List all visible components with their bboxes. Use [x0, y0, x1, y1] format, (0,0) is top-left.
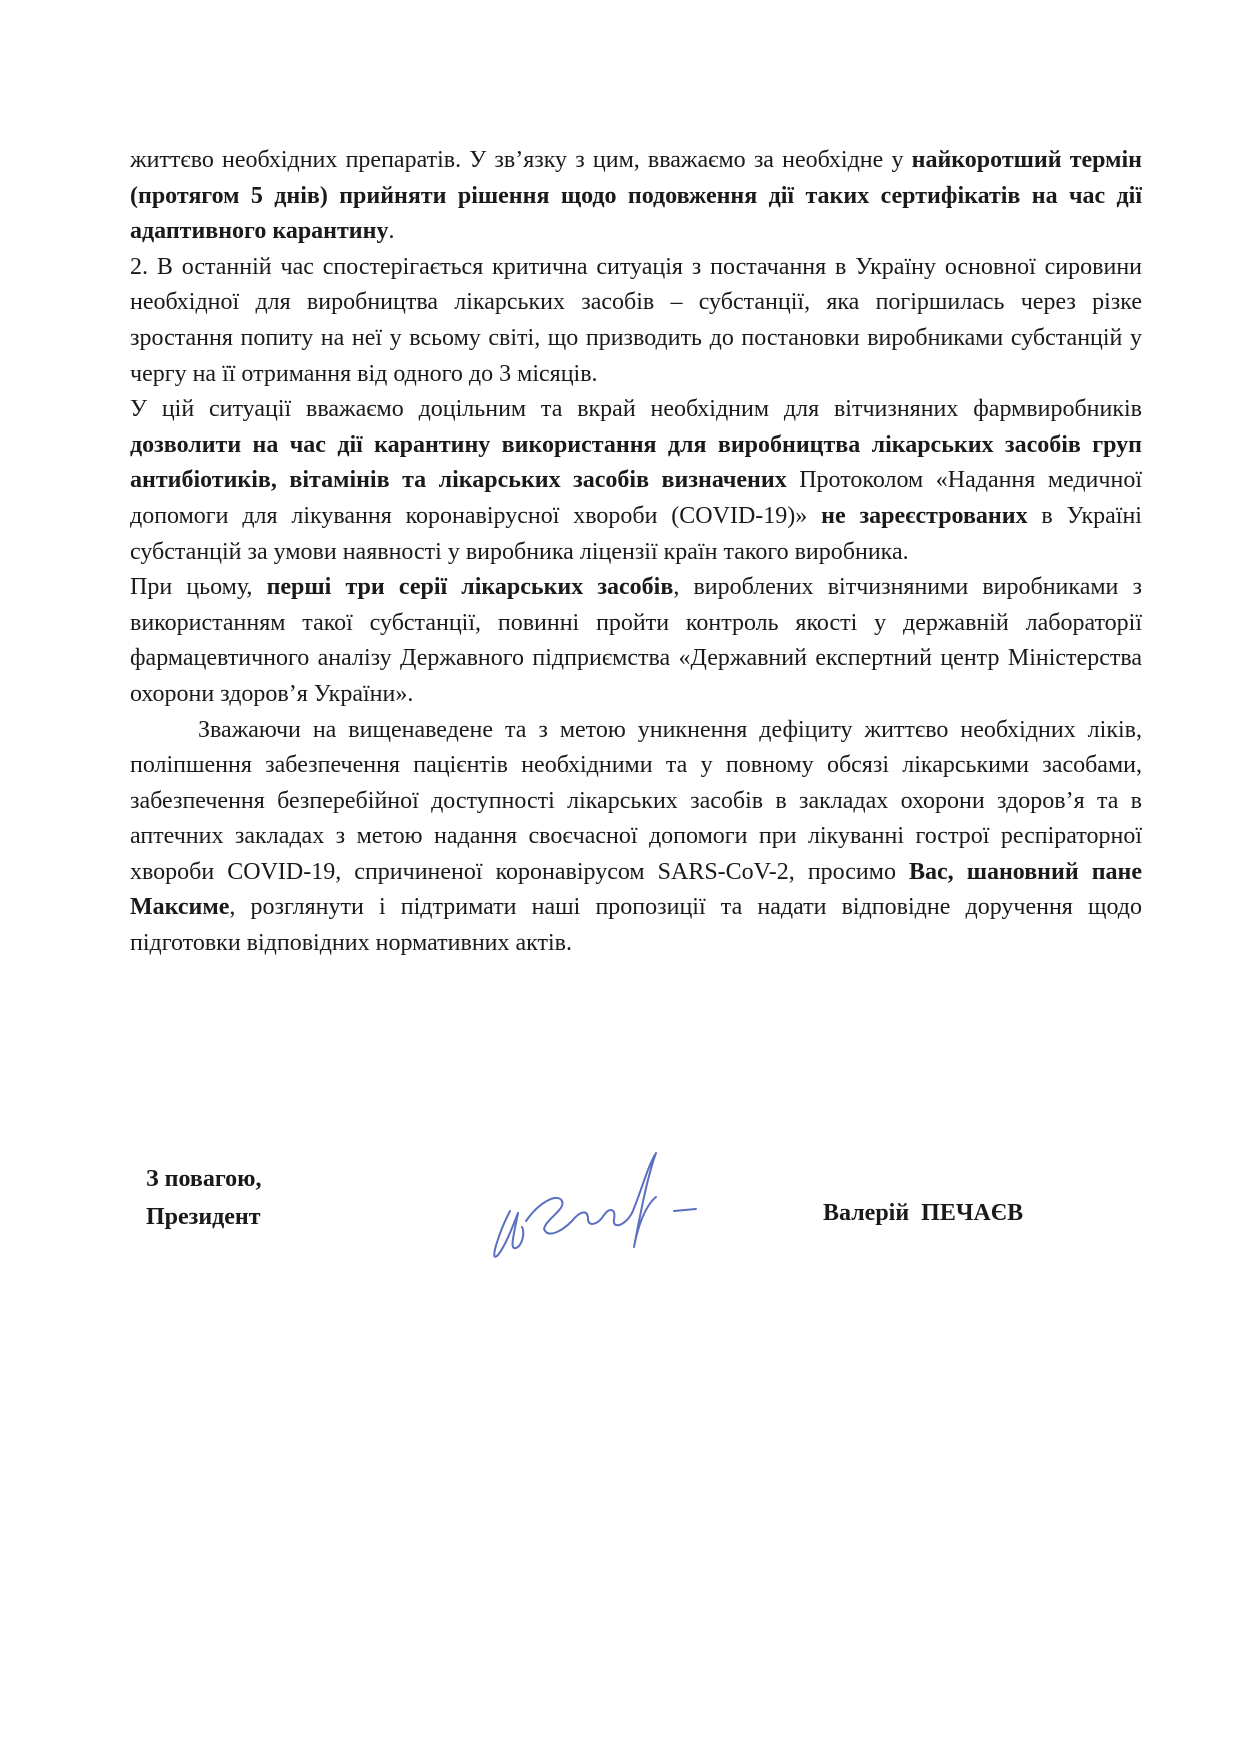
bold-first-series: перші три серії лікарських засобів	[266, 574, 674, 601]
paragraph-quality-control: При цьому, перші три серії лікарських засобів, вироблених вітчизняними виробниками з використанням такої субстанції, повинні пройти контроль якості у державній лабораторії фармацевтичного аналізу Державного підприємства «Державний експертний центр Міністерства охорони здоров’я України».	[130, 574, 1142, 707]
bold-unregistered: не зареєстрованих	[821, 502, 1028, 529]
signature-stroke	[674, 1209, 696, 1211]
paragraph-substances-shortage: 2. В останній час спостерігається критична ситуація з постачання в Україну основної сировини необхідної для виробництва лікарських засобів – субстанції, яка погіршилась через різке зростання попиту на неї у всьому світі, що призводить до постановки виробниками субстанцій у чергу на її отримання від одного до 3 місяців.	[130, 253, 1142, 387]
signature-stroke	[572, 1210, 632, 1225]
paragraph-request: Зважаючи на вищенаведене та з метою уникнення дефіциту життєво необхідних ліків, поліпшення забезпечення пацієнтів необхідними та у повному обсязі лікарськими засобами, забезпечення безперебійної доступності лікарських засобів в закладах охорони здоров’я та в аптечних закладах з метою надання своєчасної допомоги при лікуванні гострої респіраторної хвороби COVID-19, спричиненої коронавірусом SARS-CoV-2, просимо Вас, шановний пане Максиме, розглянути і підтримати наші пропозиції та надати відповідне доручення щодо підготовки відповідних нормативних актів.	[130, 716, 1143, 957]
paragraph-proposal: У цій ситуації вважаємо доцільним та вкрай необхідним для вітчизняних фармвиробників дозволити на час дії карантину використання для виробництва лікарських засобів груп антибіотиків, вітамінів та лікарських засобів визначених Протоколом «Надання медичної допомоги для лікування коронавірусної хвороби (COVID-19)» не зареєстрованих в Україні субстанцій за умови наявності у виробника ліцензії країн такого виробника.	[130, 396, 1142, 565]
closing-block	[146, 1160, 262, 1236]
signature-stroke	[632, 1153, 656, 1247]
signer-name: Валерій ПЕЧАЄВ	[823, 1200, 1024, 1226]
bold-addressee: Вас, шановний пане Максиме	[130, 858, 1143, 921]
paragraph-certificates: життєво необхідних препаратів. У зв’язку з цим, вважаємо за необхідне у найкоротший термін (протягом 5 днів) прийняти рішення щодо подовження дії таких сертифікатів на час дії адаптивного карантину.	[130, 147, 1142, 245]
signature-stroke	[526, 1198, 572, 1234]
signature-stroke	[513, 1213, 524, 1248]
closing-greeting: З повагою,	[146, 1166, 262, 1192]
bold-request: найкоротший термін (протягом 5 днів) прийняти рішення щодо подовження дії таких сертифікатів на час дії адаптивного карантину	[130, 147, 1142, 245]
signer-position: Президент	[146, 1204, 261, 1230]
letter-body	[130, 143, 1142, 962]
handwritten-signature	[488, 1135, 748, 1275]
bold-allow: дозволити на час дії карантину використання для виробництва лікарських засобів груп антибіотиків, вітамінів та лікарських засобів визначених	[130, 431, 1142, 494]
